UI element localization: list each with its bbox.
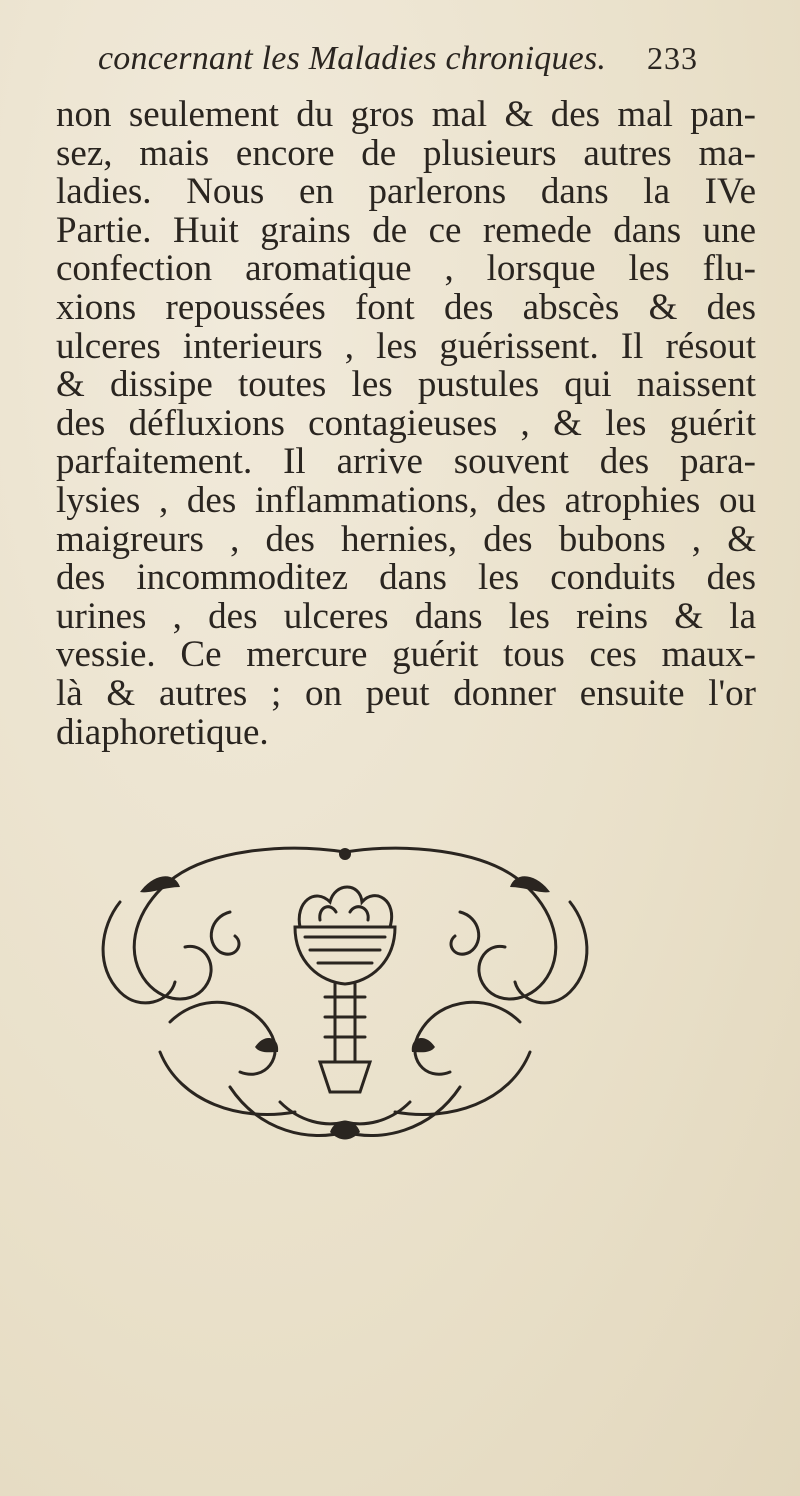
text-line: diaphoretique. <box>56 711 269 753</box>
text-line: xions repoussées font des abscès & des <box>56 286 756 328</box>
text-line: des incommoditez dans les conduits des <box>56 557 756 599</box>
text-line: ulceres interieurs , les guérissent. Il résout <box>56 325 756 367</box>
text-line: parfaitement. Il arrive souvent des para- <box>56 441 756 483</box>
text-line: & dissipe toutes les pustules qui naissent <box>56 364 756 406</box>
text-line: ladies. Nous en parlerons dans la IVe <box>56 171 756 213</box>
text-line: confection aromatique , lorsque les flu- <box>56 248 756 290</box>
running-header <box>98 40 698 88</box>
text-line: vessie. Ce mercure guérit tous ces maux- <box>56 634 756 676</box>
page-number: 233 <box>647 40 698 76</box>
text-line: des défluxions contagieuses , & les guérit <box>56 402 756 444</box>
text-line: là & autres ; on peut donner ensuite l'or <box>56 672 756 714</box>
text-line: lysies , des inflammations, des atrophies ou <box>56 479 756 521</box>
text-line: sez, mais encore de plusieurs autres ma- <box>56 132 756 174</box>
body-paragraph <box>56 96 756 752</box>
text-line: Partie. Huit grains de ce remede dans une <box>56 209 756 251</box>
floral-urn-tailpiece-icon <box>80 832 610 1158</box>
text-line: urines , des ulceres dans les reins & la <box>56 595 756 637</box>
running-title: concernant les Maladies chroniques. <box>98 40 607 77</box>
text-line: non seulement du gros mal & des mal pan- <box>56 94 756 135</box>
text-line: maigreurs , des hernies, des bubons , & <box>56 518 756 560</box>
